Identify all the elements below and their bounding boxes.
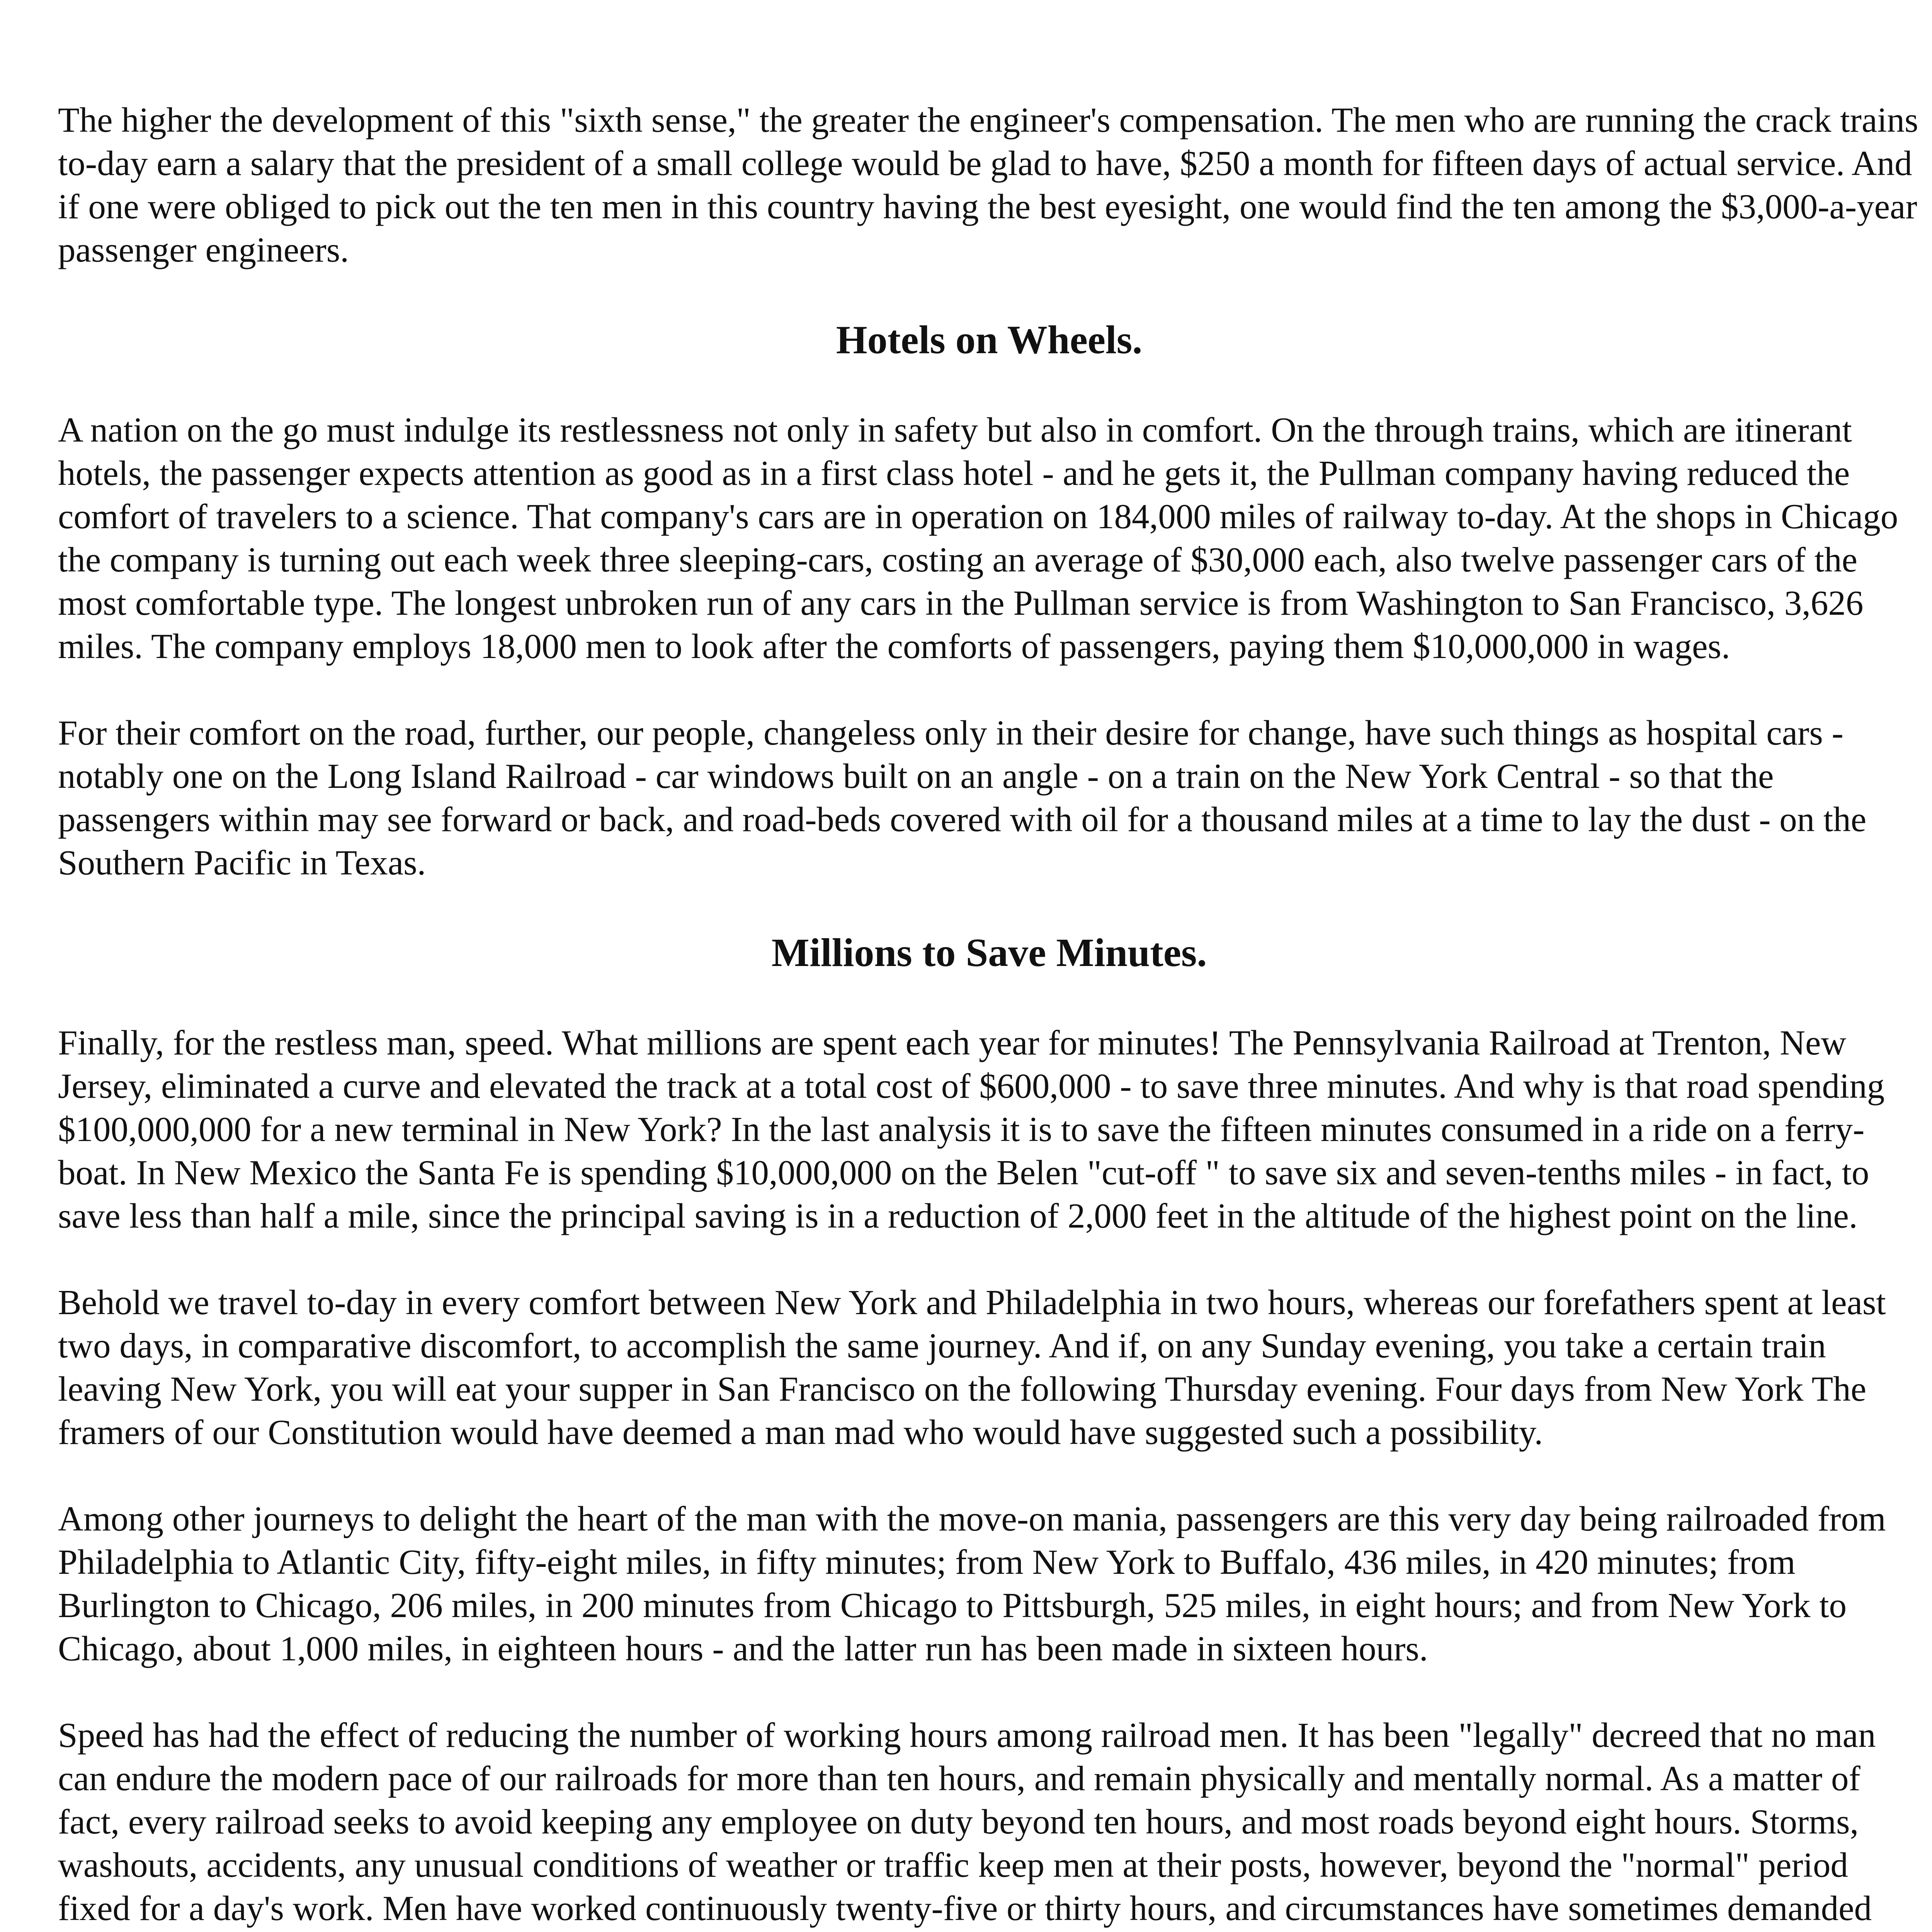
- document-page: [58, 99, 1920, 1932]
- heading-millions-to-save-minutes: Millions to Save Minutes.: [771, 930, 1207, 975]
- paragraph-engineer-compensation: The higher the development of this "sixth sense," the greater the engineer's compensation. The men who are running the crack trains to-day earn a salary that the president of a small college would be glad to have, $250 a month for fifteen days of actual service. And if one were obliged to pick out the ten men in this country having the best eyesight, one would find the ten among the $3,000-a-year passenger engineers.: [58, 100, 1918, 269]
- paragraph-travel-times: Behold we travel to-day in every comfort between New York and Philadelphia in two hours, whereas our forefathers spent at least two days, in comparative discomfort, to accomplish the same journey. And if, on any Sunday evening, you take a certain train leaving New York, you will eat your supper in San Francisco on the following Thursday evening. Four days from New York The framers of our Constitution would have deemed a man mad who would have suggested such a possibility.: [58, 1283, 1886, 1452]
- paragraph-working-hours: Speed has had the effect of reducing the number of working hours among railroad men. It has been "legally" decreed that no man can endure the modern pace of our railroads for more than ten hours, and remain physically and mentally normal. As a matter of fact, every railroad seeks to avoid keeping any employee on duty beyond ten hours, and most roads beyond eight hours. Storms, washouts, accidents, any unusual conditions of weather or traffic keep men at their posts, however, beyond the "normal" period fixed for a day's work. Men have worked continuously twenty-five or thirty hours, and circumstances have sometimes demanded: [58, 1716, 1876, 1928]
- heading-hotels-on-wheels: Hotels on Wheels.: [836, 318, 1143, 362]
- paragraph-pullman-comfort: A nation on the go must indulge its restlessness not only in safety but also in comfort. On the through trains, which are itinerant hotels, the passenger expects attention as good as in a first class hotel - and he gets it, the Pullman company having reduced the comfort of travelers to a science. That company's cars are in operation on 184,000 miles of railway to-day. At the shops in Chicago the company is turning out each week three sleeping-cars, costing an average of $30,000 each, also twelve passenger cars of the most comfortable type. The longest unbroken run of any cars in the Pullman service is from Washington to San Francisco, 3,626 miles. The company employs 18,000 men to look after the comforts of passengers, paying them $10,000,000 in wages.: [58, 410, 1898, 666]
- paragraph-journeys: Among other journeys to delight the heart of the man with the move-on mania, passengers are this very day being railroaded from Philadelphia to Atlantic City, fifty-eight miles, in fifty minutes; from New York to Buffalo, 436 miles, in 420 minutes; from Burlington to Chicago, 206 miles, in 200 minutes from Chicago to Pittsburgh, 525 miles, in eight hours; and from New York to Chicago, about 1,000 miles, in eighteen hours - and the latter run has been made in sixteen hours.: [58, 1499, 1886, 1668]
- paragraph-speed-spending: Finally, for the restless man, speed. What millions are spent each year for minutes! The Pennsylvania Railroad at Trenton, New Jersey, eliminated a curve and elevated the track at a total cost of $600,000 - to save three minutes. And why is that road spending $100,000,000 for a new terminal in New York? In the last analysis it is to save the fifteen minutes consumed in a ride on a ferry-boat. In New Mexico the Santa Fe is spending $10,000,000 on the Belen "cut-off " to save six and seven-tenths miles - in fact, to save less than half a mile, since the principal saving is in a reduction of 2,000 feet in the altitude of the highest point on the line.: [58, 1023, 1885, 1235]
- paragraph-road-comforts: For their comfort on the road, further, our people, changeless only in their desire for change, have such things as hospital cars - notably one on the Long Island Railroad - car windows built on an angle - on a train on the New York Central - so that the passengers within may see forward or back, and road-beds covered with oil for a thousand miles at a time to lay the dust - on the Southern Pacific in Texas.: [58, 713, 1867, 882]
